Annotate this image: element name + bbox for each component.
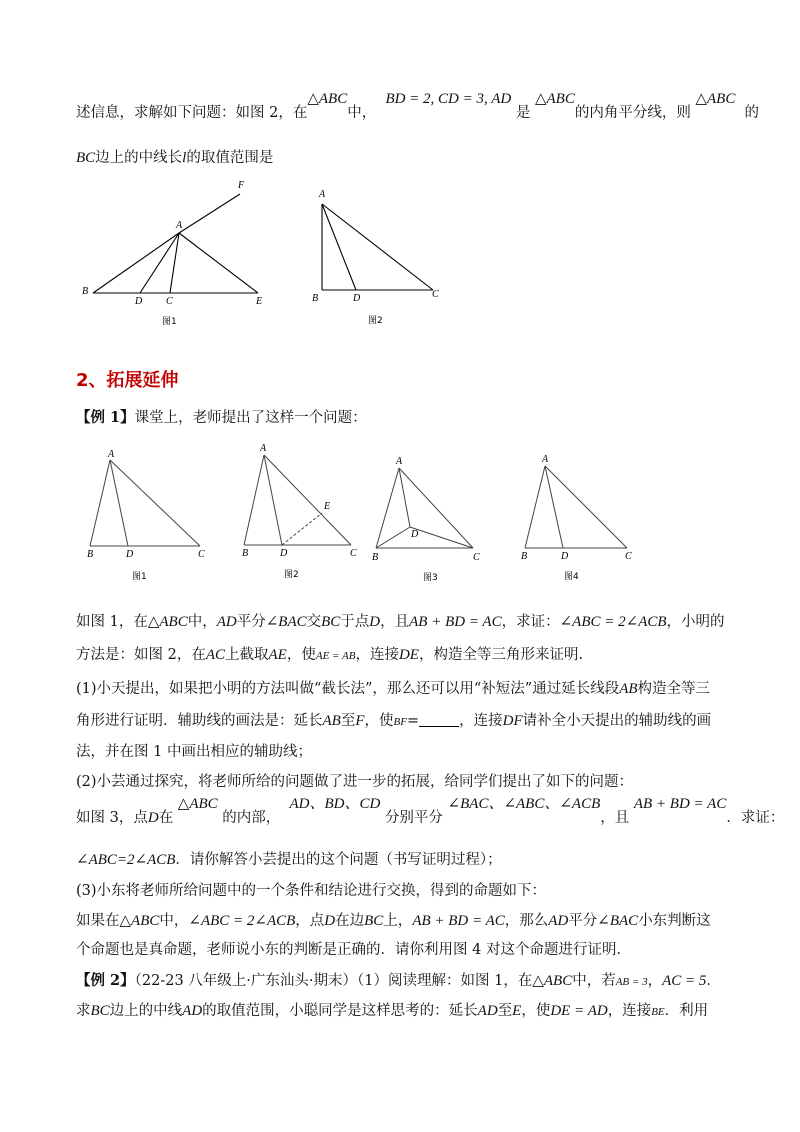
q1-line-2 [76,711,711,732]
math: BC [90,1003,110,1019]
math-l: l [182,150,187,166]
math-bc: BC [76,150,96,166]
math: △ABC [119,913,160,929]
ex1-tag: 【例 1】 [76,409,135,426]
label-C: C [350,548,357,559]
math: F [355,713,365,729]
q2-line-1 [76,772,633,792]
text: 分别平分 [384,810,443,826]
label-D: D [561,551,569,562]
label-D: D [280,548,288,559]
math: BF [393,716,407,728]
text: 述信息，求解如下问题：如图 2，在 [76,105,308,121]
text: ，使 [364,713,394,729]
text: ．利用 [664,1003,709,1019]
label-B: B [372,552,379,563]
math: ∠ABC = 2∠ACB [188,913,296,929]
text: 边上的中线 [109,1003,183,1019]
ex1-figure-3 [368,452,498,587]
text: 的取值范围是 [186,150,274,166]
math-triangle: △ABC [307,91,348,107]
q3-line-2 [76,911,711,931]
label-E: E [324,501,331,512]
ex1-figure-2 [236,440,379,585]
text: 如果在 [76,913,120,929]
math: DE = AD [550,1003,608,1019]
math: DF [502,713,523,729]
text: ， [647,973,663,989]
label-C: C [473,552,480,563]
text: ，使 [286,647,316,663]
text: ，使 [521,1003,551,1019]
text: 中， [347,105,377,121]
text: 上截取 [225,647,269,663]
text: 如图 1，在 [76,614,148,630]
text: ． [706,973,721,989]
text: ，连接 [607,1003,652,1019]
math: AD [548,913,569,929]
math: AB [322,713,341,729]
label-B: B [242,548,249,559]
math: AB + BD = AC [412,913,505,929]
math: △ABC [147,614,188,630]
q3-line-1 [76,881,546,901]
text: ，构造全等三角形来证明. [418,647,584,663]
text: （22-23 八年级上·广东汕头·期末）（1）阅读理解：如图 1，在 [134,973,533,989]
math: E [512,1003,522,1019]
math: BC [321,614,341,630]
text: 角形进行证明．辅助线的画法是：延长 [76,713,323,729]
ex1-intro [76,408,367,428]
math: AB = 3 [615,976,648,988]
label-D: D [135,296,143,307]
text: 于点 [340,614,370,630]
text: 的内部， [222,810,281,826]
label-A: A [542,454,549,465]
caption: 图2 [284,570,299,580]
math: ∠ABC = 2∠ACB [559,614,667,630]
label-C: C [166,296,173,307]
text: 如图 3，点 [76,810,148,826]
label-A: A [176,220,183,231]
text: 请补全小天提出的辅助线的画 [522,713,712,729]
label-C: C [198,549,205,560]
text: 中， [159,913,189,929]
text: 中，若 [572,973,616,989]
label-C: C [625,551,632,562]
label-B: B [521,551,528,562]
math: AB [619,681,638,697]
math: AD [477,1003,498,1019]
q2-line-2 [76,796,785,828]
intro-line-2 [76,148,273,168]
text: 是 [515,105,531,121]
ex2-tag: 【例 2】 [76,972,135,989]
text: 平分 [568,913,598,929]
label-A: A [396,456,403,467]
math: AB + BD = AC [409,614,502,630]
text: 的 [744,105,760,121]
text: ，求证： [501,614,560,630]
text: ，且 [600,810,630,826]
text: (3)小东将老师所给问题中的一个条件和结论进行交换，得到的命题如下： [76,883,547,899]
math: AC [205,647,226,663]
caption: 图1 [162,317,177,327]
math: AE = AB [315,650,356,662]
label-B: B [87,549,94,560]
text: ，连接 [459,713,503,729]
text: ，且 [380,614,410,630]
text: 在边 [335,913,365,929]
ex2-line-1 [76,971,721,992]
math: AD、BD、CD [289,796,381,812]
math: ∠BAC、∠ABC、∠ACB [447,796,601,812]
text: 构造全等三 [637,681,711,697]
label-A: A [260,443,267,454]
math: ∠BAC [597,913,639,929]
text: ，连接 [355,647,399,663]
q3-line-3 [76,940,631,960]
caption: 图3 [423,573,438,583]
text: 小东判断这 [638,913,711,929]
text: ，小明的 [666,614,725,630]
q2-line-3 [76,850,502,870]
label-B: B [82,286,89,297]
ex1-figure-4 [515,452,645,587]
math: △ABC [177,796,218,812]
top-figure-2 [310,186,460,336]
text: = [406,713,420,729]
q1-line-1 [76,679,710,699]
text: 在 [158,810,174,826]
math: BE [651,1006,665,1018]
label-C: C [432,289,439,300]
text: 上， [383,913,413,929]
text: ，点 [295,913,325,929]
math: AE [268,647,287,663]
top-figure-1 [80,178,280,338]
text: 交 [306,614,322,630]
text: 方法是：如图 2，在 [76,647,206,663]
math: △ABC [532,973,573,989]
math-given: BD = 2, CD = 3, AD [385,91,512,107]
q1-line-3 [76,742,312,762]
math: D [324,913,336,929]
p1b-line [76,645,583,666]
caption: 图2 [368,316,383,326]
text: 的取值范围，小聪同学是这样思考的：延长 [202,1003,478,1019]
p1-line [76,612,725,632]
math: AD [182,1003,203,1019]
math: AD [216,614,237,630]
math: D [369,614,381,630]
text: ．求证： [726,810,785,826]
math: AC = 5 [662,973,707,989]
text: 至 [340,713,356,729]
text: (2)小芸通过探究，将老师所给的问题做了进一步的拓展，给同学们提出了如下的问题： [76,774,634,790]
text: 法，并在图 1 中画出相应的辅助线； [76,744,312,760]
caption: 图1 [132,572,147,582]
text: (1)小天提出，如果把小明的方法叫做“截长法”，那么还可以用“补短法”通过延长线段 [76,681,620,697]
math: ∠BAC [265,614,307,630]
text: 课堂上，老师提出了这样一个问题： [134,410,367,426]
text: 求 [76,1003,91,1019]
caption: 图4 [564,572,579,582]
label-E: E [256,296,263,307]
math: ∠ABC=2∠ACB [76,852,176,868]
label-D: D [126,549,134,560]
text: 的内角平分线，则 [574,105,691,121]
section-title: 2、拓展延伸 [76,370,179,391]
ex1-figure-1 [80,446,220,586]
math: BC [364,913,384,929]
intro-line-1 [76,91,760,123]
answer-blank[interactable] [419,712,459,727]
math-triangle: △ABC [695,91,736,107]
text: 至 [497,1003,513,1019]
math: AB + BD = AC [633,796,727,812]
math: DE [398,647,419,663]
text: 个命题也是真命题，老师说小东的判断是正确的．请你利用图 4 对这个命题进行证明． [76,942,631,958]
math: D [147,810,159,826]
ex2-line-2 [76,1001,708,1022]
label-A: A [108,449,115,460]
label-A: A [319,189,326,200]
label-F: F [238,180,245,191]
label-D: D [411,529,419,540]
text: ．请你解答小芸提出的这个问题（书写证明过程）； [175,852,502,868]
text: 中， [187,614,217,630]
label-D: D [353,293,361,304]
text: 边上的中线长 [95,150,183,166]
text: ，那么 [504,913,549,929]
text: 平分 [236,614,266,630]
label-B: B [312,293,319,304]
math-triangle: △ABC [534,91,575,107]
